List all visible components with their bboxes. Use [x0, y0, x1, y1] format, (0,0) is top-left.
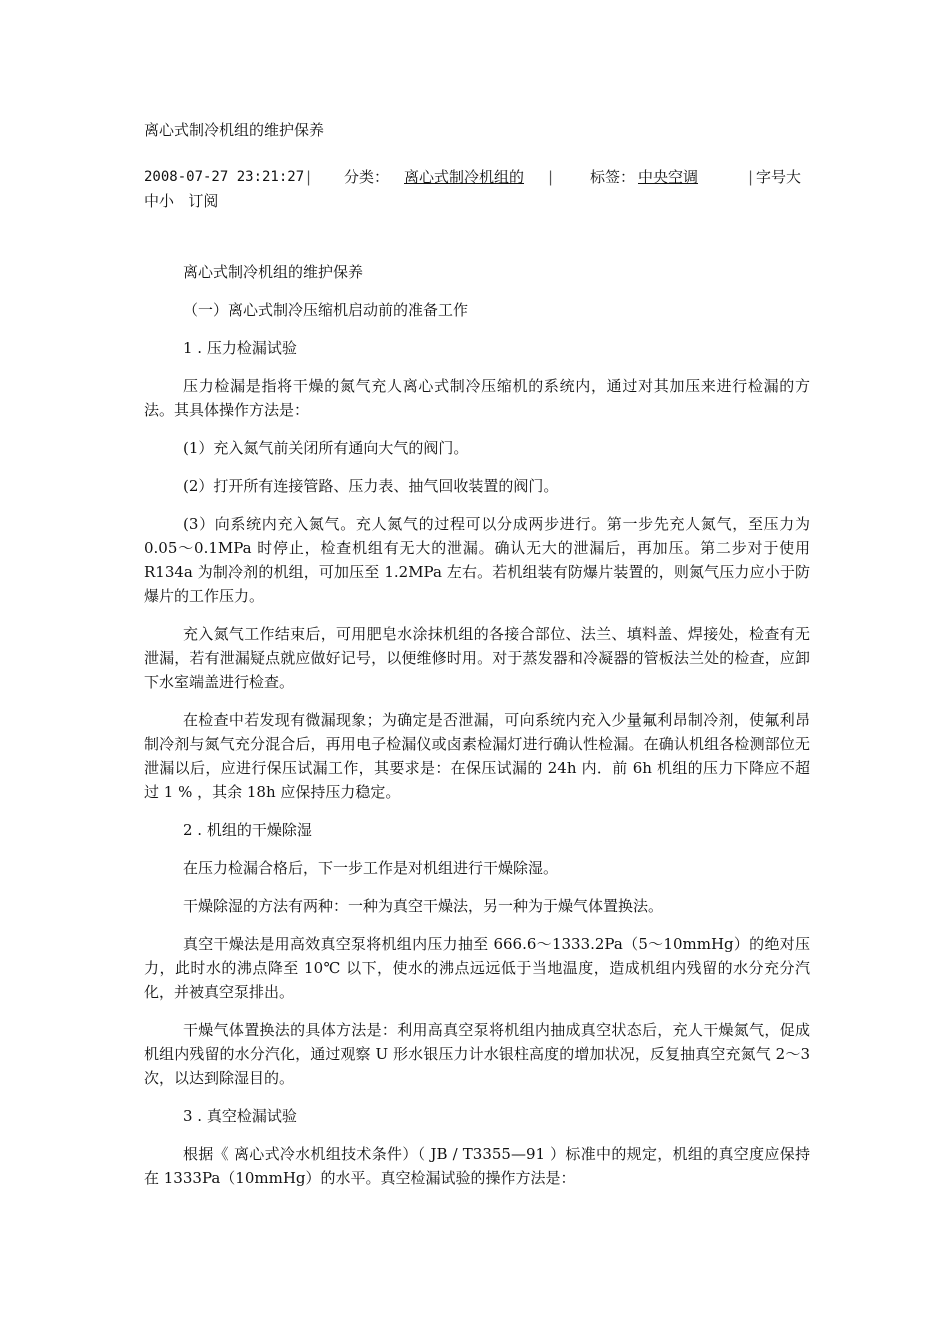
- tag-link[interactable]: 中央空调: [638, 168, 699, 186]
- paragraph: 在检查中若发现有微漏现象；为确定是否泄漏，可向系统内充入少量氟利昂制冷剂，使氟利昂制冷剂与氮气充分混合后，再用电子检漏仪或卤素检漏灯进行确认性检漏。在确认机组各检测部位无泄漏以后，应进行保压试漏工作，其要求是：在保压试漏的 24h 内．前 6h 机组的压力下降应不超过 1 % ，其余 18h 应保持压力稳定。: [144, 711, 810, 801]
- paragraph: 在压力检漏合格后，下一步工作是对机组进行干燥除湿。: [183, 859, 559, 877]
- post-date: 2008-07-27 23:21:27: [144, 169, 305, 185]
- font-size-small-link[interactable]: 小: [159, 192, 175, 210]
- subsection-heading: 2 . 机组的干燥除湿: [183, 821, 312, 839]
- paragraph: 干燥除湿的方法有两种：一种为真空干燥法，另一种为于燥气体置换法。: [183, 897, 664, 915]
- list-item: (1）充入氮气前关闭所有通向大气的阀门。: [183, 439, 469, 457]
- list-item: (3）向系统内充入氮气。充人氮气的过程可以分成两步进行。第一步先充人氮气，至压力为 0.05～0.1MPa 时停止，检查机组有无大的泄漏。确认无大的泄漏后，再加压。第二步对于使用 R134a 为制冷剂的机组，可加压至 1.2MPa 左右。若机组装有防爆片装置的，则氮气压力应小于防爆片的工作压力。: [144, 515, 810, 605]
- font-size-large-link[interactable]: 字号大: [756, 168, 802, 186]
- font-size-medium-link[interactable]: 中: [144, 192, 160, 210]
- tag-label: 标签：: [590, 168, 636, 186]
- meta-row-2: [144, 189, 810, 213]
- paragraph: 充入氮气工作结束后，可用肥皂水涂抹机组的各接合部位、法兰、填料盖、焊接处，检查有无泄漏，若有泄漏疑点就应做好记号，以便维修时用。对于蒸发器和冷凝器的管板法兰处的检查，应卸下水室端盖进行检查。: [144, 625, 810, 691]
- section-heading: （一）离心式制冷压缩机启动前的准备工作: [183, 301, 469, 319]
- page-title: 离心式制冷机组的维护保养: [144, 121, 325, 139]
- meta-separator: |: [548, 168, 554, 186]
- paragraph: 干燥气体置换法的具体方法是：利用高真空泵将机组内抽成真空状态后，充人干燥氮气，促成机组内残留的水分汽化，通过观察 U 形水银压力计水银柱高度的增加状况，反复抽真空充氮气 2～3 次，以达到除湿目的。: [144, 1021, 810, 1087]
- subsection-heading: 3 . 真空检漏试验: [183, 1107, 297, 1125]
- meta-separator: |: [748, 168, 754, 186]
- list-item: (2）打开所有连接管路、压力表、抽气回收装置的阀门。: [183, 477, 559, 495]
- paragraph: 真空干燥法是用高效真空泵将机组内压力抽至 666.6～1333.2Pa（5～10mmHg）的绝对压力，此时水的沸点降至 10℃ 以下，使水的沸点远远低于当地温度，造成机组内残留的水分充分汽化，并被真空泵排出。: [144, 935, 810, 1001]
- category-label: 分类：: [344, 168, 390, 186]
- body-heading: 离心式制冷机组的维护保养: [183, 263, 364, 281]
- category-link[interactable]: 离心式制冷机组的: [404, 168, 525, 186]
- article-body: [144, 260, 810, 1204]
- paragraph: 根据《 离心式冷水机组技术条件）（ JB / T3355—91 ）标准中的规定，机组的真空度应保持在 1333Pa（10mmHg）的水平。真空检漏试验的操作方法是：: [144, 1145, 810, 1187]
- paragraph: 压力检漏是指将干燥的氮气充人离心式制冷压缩机的系统内，通过对其加压来进行检漏的方法。其具体操作方法是：: [144, 377, 810, 419]
- subsection-heading: 1 . 压力检漏试验: [183, 339, 297, 357]
- article-meta: [144, 165, 810, 213]
- subscribe-link[interactable]: 订阅: [188, 192, 219, 210]
- meta-separator: |: [306, 168, 312, 186]
- meta-row: [144, 165, 810, 189]
